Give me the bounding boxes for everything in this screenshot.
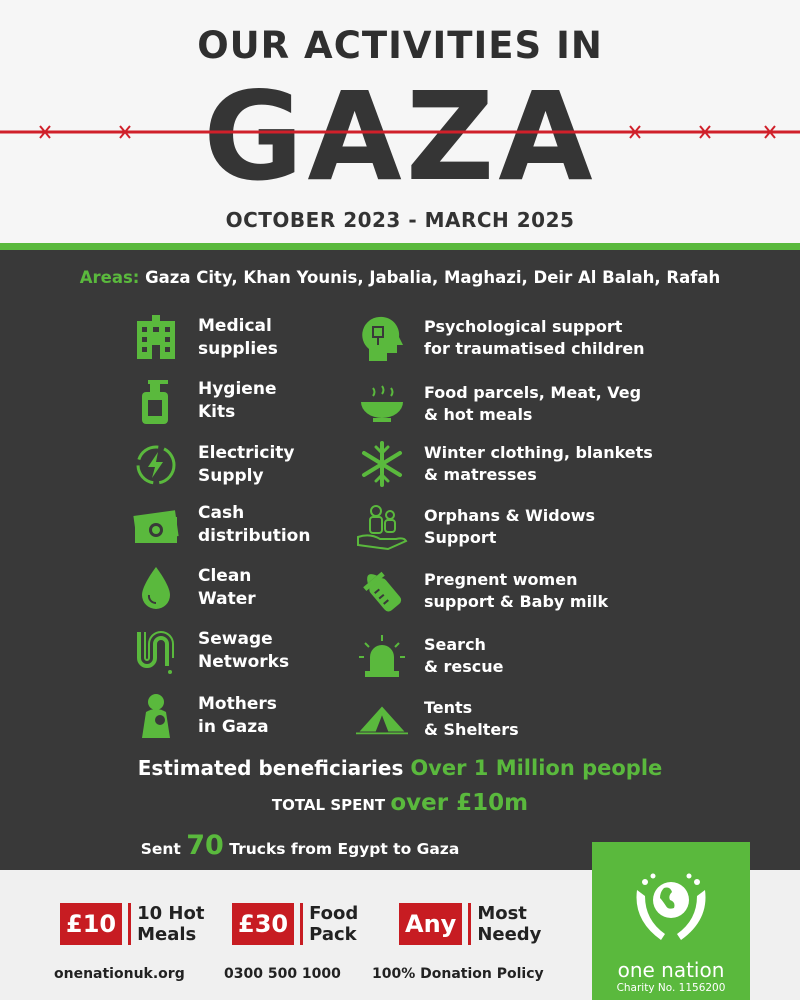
activity-winter [356,440,653,488]
areas-label: Areas: [79,268,140,287]
baby-bottle-icon [356,567,408,615]
activity-label: Mothers in Gaza [198,694,277,737]
donation-label: Food Pack [309,903,359,945]
activity-water [130,564,256,612]
activity-pregnant [356,567,608,615]
donation-10[interactable] [60,903,204,945]
tent-icon [356,695,408,743]
stat-trucks [0,830,600,861]
activity-food [356,380,641,428]
electricity-cycle-icon [130,441,182,489]
activity-medical [130,314,278,362]
activity-hygiene [130,377,276,425]
charity-number: Charity No. 1156200 [616,982,726,994]
stat-spent-label: TOTAL SPENT [271,796,391,814]
activity-electricity [130,441,295,489]
donation-label: Most Needy [477,903,542,945]
snowflake-icon [356,440,408,488]
phone-number[interactable]: 0300 500 1000 [224,966,341,982]
title-main: GAZA [203,66,597,208]
green-divider [0,243,800,250]
stat-total-spent [0,790,800,816]
activity-label: Cash distribution [198,503,311,546]
activity-label: Food parcels, Meat, Veg & hot meals [424,383,642,424]
stat-trucks-prefix: Sent [140,840,187,858]
donation-divider [128,903,131,945]
stat-trucks-value: 70 [186,830,224,861]
soap-bottle-icon [130,377,182,425]
stat-beneficiaries-value: Over 1 Million people [410,756,663,780]
activity-label: Hygiene Kits [198,379,277,422]
cash-icon [130,501,182,549]
donation-30[interactable] [232,903,358,945]
activity-label: Electricity Supply [198,443,295,486]
activity-label: Psychological support for traumatised children [424,317,645,358]
activity-label: Clean Water [198,566,256,609]
activity-label: Tents & Shelters [424,698,519,739]
hot-bowl-icon [356,380,408,428]
one-nation-logo[interactable] [592,842,750,1000]
water-drop-icon [130,564,182,612]
activity-search-rescue [356,632,504,680]
activity-label: Pregnent women support & Baby milk [424,570,609,611]
stat-beneficiaries [0,756,800,780]
barbed-wire [0,123,800,141]
pipe-icon [130,627,182,675]
stat-spent-value: over £10m [390,790,529,816]
donation-price: Any [399,903,462,945]
activity-label: Orphans & Widows Support [424,506,596,547]
mother-icon [130,692,182,740]
activity-tents [356,695,519,743]
donation-policy: 100% Donation Policy [372,966,544,982]
hospital-icon [130,314,182,362]
activity-label: Medical supplies [198,316,278,359]
donation-divider [468,903,471,945]
activity-sewage [130,627,289,675]
activity-psychological [356,314,645,362]
stat-beneficiaries-label: Estimated beneficiaries [137,756,411,780]
logo-name: one nation [617,958,725,982]
activity-label: Search & rescue [424,635,504,676]
siren-icon [356,632,408,680]
donation-price: £10 [60,903,122,945]
activity-label: Winter clothing, blankets & matresses [424,443,653,484]
hand-family-icon [356,503,408,551]
globe-hands-icon [631,870,711,952]
donation-price: £30 [232,903,294,945]
donation-divider [300,903,303,945]
stat-trucks-suffix: Trucks from Egypt to Gaza [223,840,460,858]
areas-value: Gaza City, Khan Younis, Jabalia, Maghazi, Deir Al Balah, Rafah [139,268,721,287]
activity-orphans [356,503,595,551]
donation-any[interactable] [399,903,541,945]
activity-label: Sewage Networks [198,629,290,672]
activity-cash [130,501,310,549]
website-link[interactable]: onenationuk.org [54,966,185,982]
donation-label: 10 Hot Meals [137,903,205,945]
activity-mothers [130,692,277,740]
areas-line [0,268,800,287]
head-puzzle-icon [356,314,408,362]
date-range: OCTOBER 2023 - MARCH 2025 [225,208,575,232]
title-top: OUR ACTIVITIES IN [197,24,603,67]
